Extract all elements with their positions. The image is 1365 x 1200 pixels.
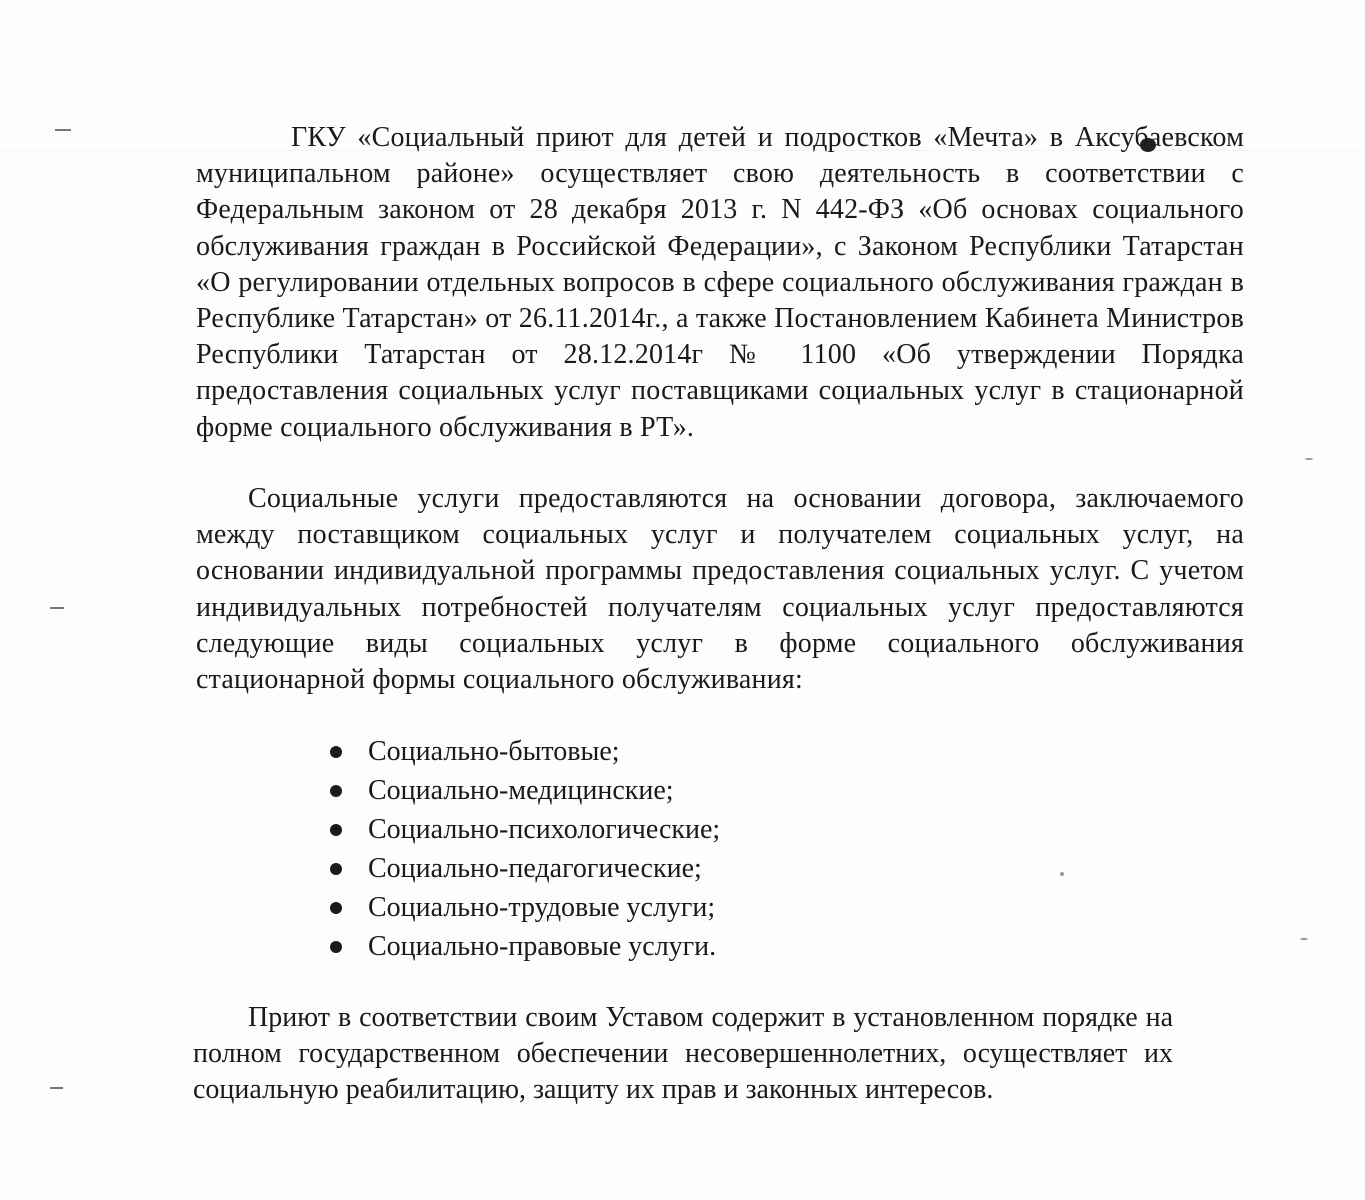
paragraph-shelter-duties: Приют в соответствии своим Уставом содержит в установленном порядке на полном государственном обеспечении несовершеннолетних, осуществляет их социальную реабилитацию, защиту их прав и законных интересов. [193, 1002, 1173, 1105]
list-item: Социально-бытовые; [322, 732, 1022, 771]
scan-speck [1300, 938, 1308, 940]
scan-speck [1060, 872, 1064, 876]
margin-mark [55, 129, 71, 131]
list-item: Социально-правовые услуги. [322, 927, 1022, 966]
list-item: Социально-трудовые услуги; [322, 888, 1022, 927]
scan-speck [1305, 458, 1313, 460]
intro-section [196, 120, 1244, 446]
paragraph-services-intro: Социальные услуги предоставляются на основании договора, заключаемого между поставщиком социальных услуг и получателем социальных услуг, на основании индивидуальной программы предоставления социальных услуг. С учетом индивидуальных потребностей получателям социальных услуг предоставляются следующие виды социальных услуг в форме социального обслуживания стационарной формы социального обслуживания: [196, 483, 1244, 696]
services-list [322, 732, 1022, 966]
services-section [196, 481, 1244, 698]
list-item: Социально-психологические; [322, 810, 1022, 849]
margin-mark [50, 1087, 63, 1089]
margin-mark [50, 607, 64, 609]
paragraph-legal-basis: ГКУ «Социальный приют для детей и подростков «Мечта» в Аксубаевском муниципальном районе» осуществляет свою деятельность в соответствии с Федеральным законом от 28 декабря 2013 г. N 442-ФЗ «Об основах социального обслуживания граждан в Российской Федерации», с Законом Республики Татарстан «О регулировании отдельных вопросов в сфере социального обслуживания граждан в Республике Татарстан» от 26.11.2014г., а также Постановлением Кабинета Министров Республики Татарстан от 28.12.2014г № 1100 «Об утверждении Порядка предоставления социальных услуг поставщиками социальных услуг в стационарной форме социального обслуживания в РТ». [196, 122, 1244, 443]
list-item: Социально-педагогические; [322, 849, 1022, 888]
list-item: Социально-медицинские; [322, 771, 1022, 810]
